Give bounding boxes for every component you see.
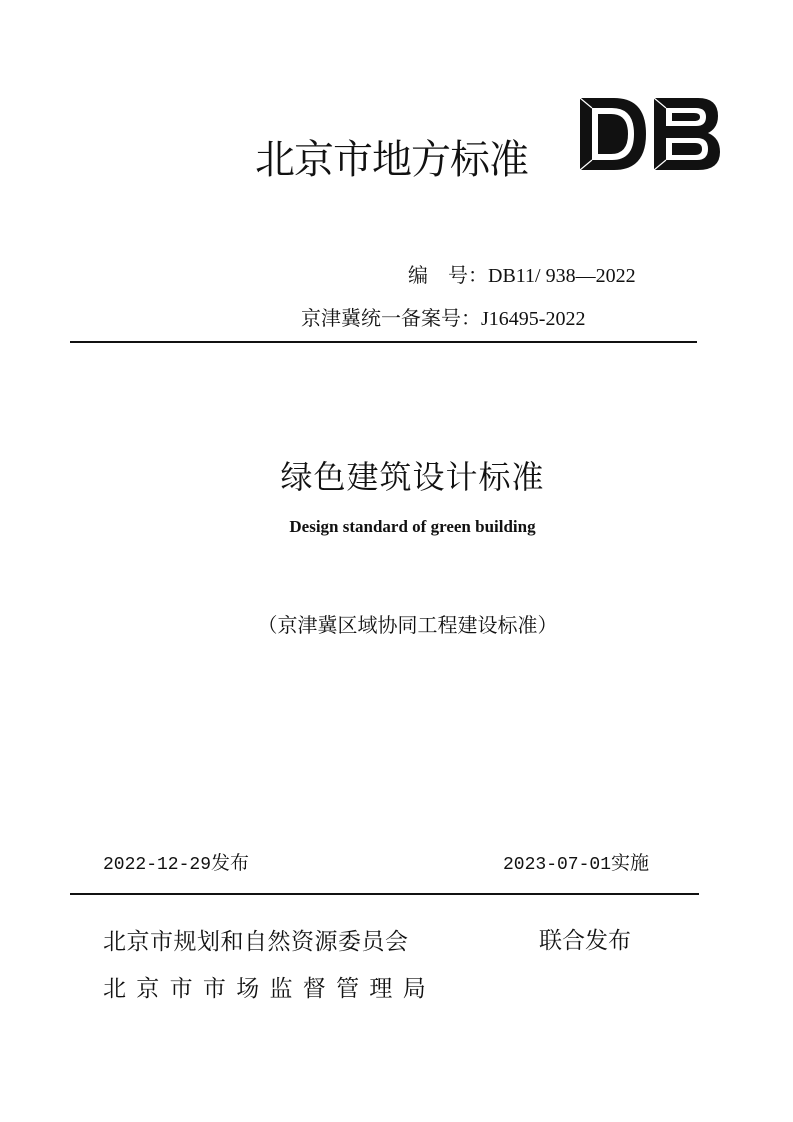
filing-number-line — [301, 302, 585, 331]
chinese-title: 绿色建筑设计标准 — [280, 458, 545, 496]
standard-number-value: DB11/ 938—2022 — [488, 265, 636, 287]
standard-type-title: 北京市地方标准 — [255, 137, 528, 183]
standard-number-label: 编 号： — [408, 263, 488, 287]
standard-number-line — [408, 259, 636, 288]
english-title: Design standard of green building — [289, 517, 536, 536]
filing-number-label: 京津冀统一备案号： — [301, 306, 481, 330]
issue-label: 发布 — [211, 852, 250, 874]
subtitle: （京津冀区域协同工程建设标准） — [257, 613, 558, 637]
issue-date-line — [103, 848, 249, 875]
issuer-line-2: 北京市市场监督管理局 — [103, 976, 436, 1002]
implement-date: 2023-07-01 — [503, 855, 612, 875]
issuer-line-1: 北京市规划和自然资源委员会 — [103, 929, 409, 955]
bottom-divider — [70, 893, 699, 895]
filing-number-value: J16495-2022 — [481, 308, 586, 330]
implement-label: 实施 — [611, 852, 650, 874]
db-logo — [576, 96, 722, 172]
top-divider — [70, 341, 697, 343]
issue-date: 2022-12-29 — [103, 855, 212, 875]
joint-issue-label: 联合发布 — [539, 928, 631, 954]
implement-date-line — [503, 848, 649, 875]
